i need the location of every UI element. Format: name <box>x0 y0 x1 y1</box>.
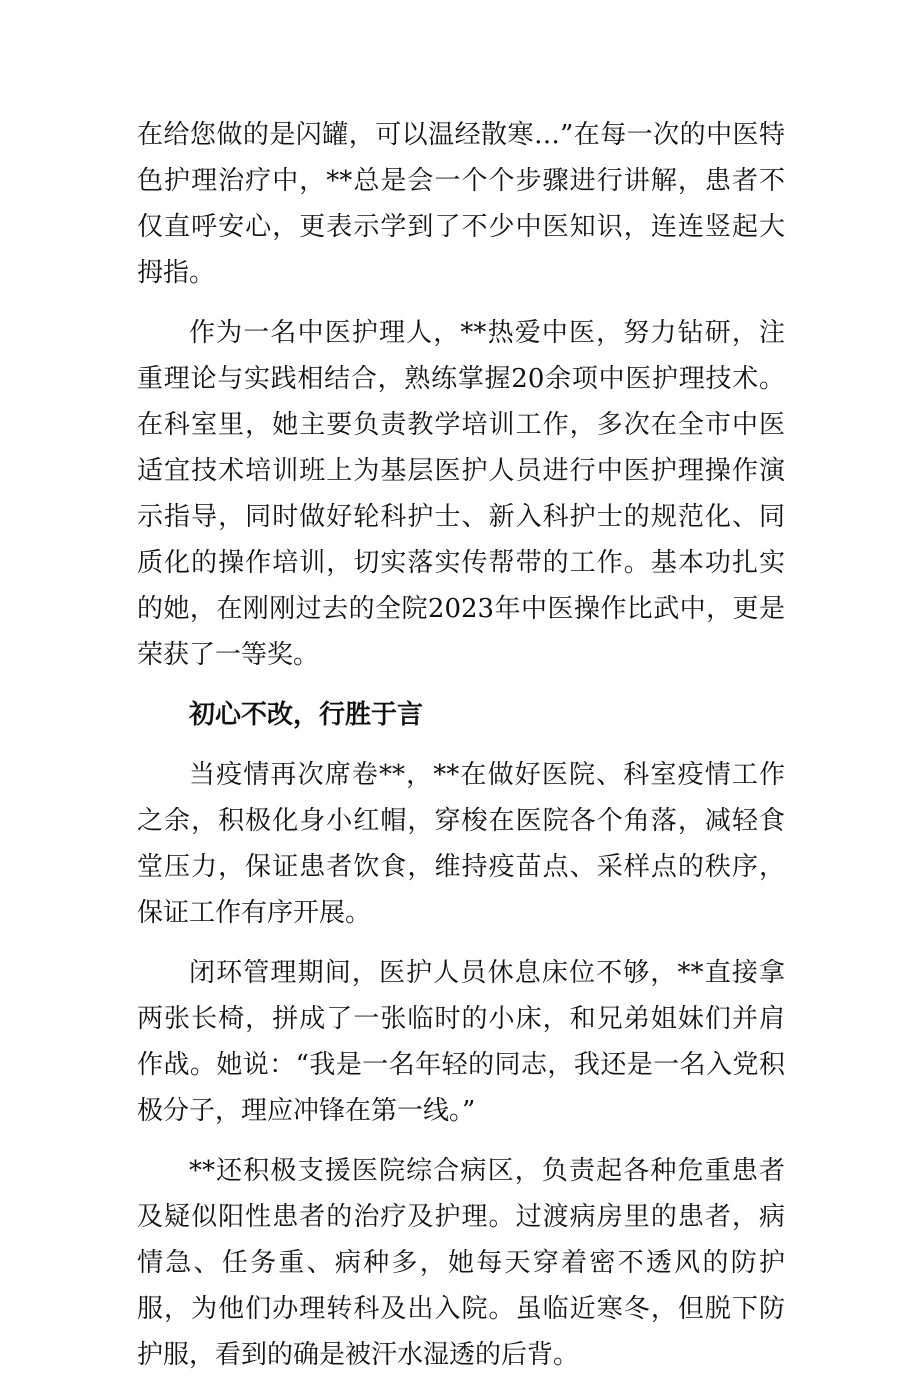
section-heading: 初心不改，行胜于言 <box>189 700 424 730</box>
paragraph: 闭环管理期间，医护人员休息床位不够，**直接拿两张长椅，拼成了一张临时的小床，和兄弟姐妹们并肩作战。她说：“我是一名年轻的同志，我还是一名入党积极分子，理应冲锋在第一线。” <box>137 958 785 1126</box>
paragraph: 在给您做的是闪罐，可以温经散寒…”在每一次的中医特色护理治疗中，**总是会一个个步骤进行讲解，患者不仅直呼安心，更表示学到了不少中医知识，连连竖起大拇指。 <box>137 120 785 288</box>
paragraph: **还积极支援医院综合病区，负责起各种危重患者及疑似阳性患者的治疗及护理。过渡病房里的患者，病情急、任务重、病种多，她每天穿着密不透风的防护服，为他们办理转科及出入院。虽临近寒冬，但脱下防护服，看到的确是被汗水湿透的后背。 <box>137 1156 785 1370</box>
paragraph: 当疫情再次席卷**，**在做好医院、科室疫情工作之余，积极化身小红帽，穿梭在医院各个角落，减轻食堂压力，保证患者饮食，维持疫苗点、采样点的秩序，保证工作有序开展。 <box>137 760 785 928</box>
paragraph: 作为一名中医护理人，**热爱中医，努力钻研，注重理论与实践相结合，熟练掌握20余项中医护理技术。在科室里，她主要负责教学培训工作，多次在全市中医适宜技术培训班上为基层医护人员进行中医护理操作演示指导，同时做好轮科护士、新入科护士的规范化、同质化的操作培训，切实落实传帮带的工作。基本功扎实的她，在刚刚过去的全院2023年中医操作比武中，更是荣获了一等奖。 <box>137 318 785 670</box>
document-body <box>137 112 785 1392</box>
